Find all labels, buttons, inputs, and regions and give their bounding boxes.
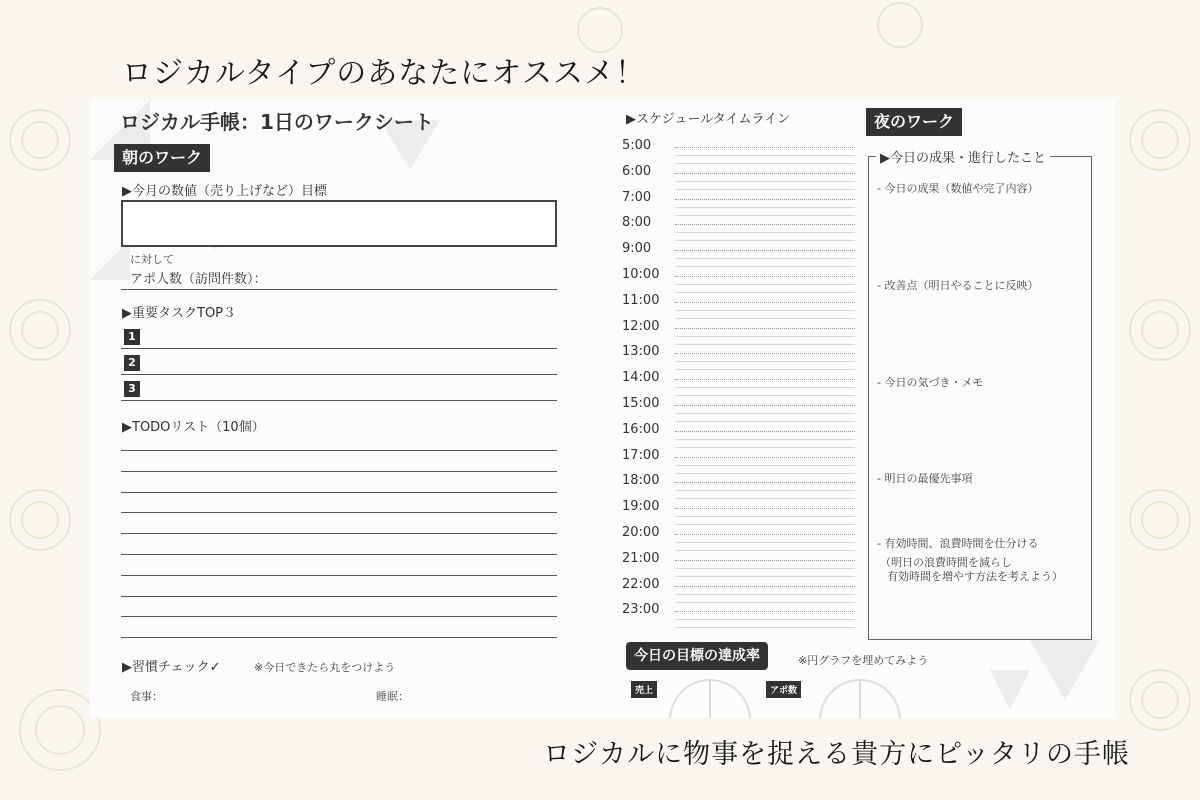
schedule-label: ▶スケジュールタイムライン [626, 112, 791, 127]
meal-label: 食事： [130, 690, 163, 703]
appointments-label: アポ人数（訪問件数）： [130, 272, 267, 287]
time-label: 21:00 [622, 550, 660, 566]
time-slot-line[interactable] [675, 457, 855, 458]
time-slot-line[interactable] [675, 405, 855, 406]
todo-line[interactable] [121, 596, 557, 597]
time-slot-line[interactable] [675, 173, 855, 174]
time-subslot-line[interactable] [675, 344, 855, 345]
night-item: - 改善点（明日やることに反映） [877, 279, 1039, 292]
chip-appo: アポ数 [766, 681, 801, 698]
time-label: 5:00 [622, 138, 652, 153]
top3-line[interactable] [121, 348, 557, 349]
time-subslot-line[interactable] [675, 292, 855, 293]
chip-sales: 売上 [631, 681, 657, 698]
time-subslot-line[interactable] [675, 189, 855, 190]
time-subslot-line[interactable] [675, 576, 855, 577]
time-subslot-line[interactable] [675, 413, 855, 414]
time-slot-line[interactable] [675, 147, 855, 148]
time-slot-line[interactable] [675, 379, 855, 380]
time-subslot-line[interactable] [675, 163, 855, 164]
time-subslot-line[interactable] [675, 550, 855, 551]
time-subslot-line[interactable] [675, 310, 855, 311]
achievement-heading: 今日の目標の達成率 [626, 642, 768, 670]
time-subslot-line[interactable] [675, 155, 855, 156]
time-label: 12:00 [622, 318, 660, 334]
night-box-label: ▶今日の成果・進行したこと [876, 147, 1050, 166]
top3-label: ▶重要タスクTOP３ [122, 306, 237, 321]
time-label: 19:00 [622, 499, 660, 515]
time-subslot-line[interactable] [675, 465, 855, 466]
time-subslot-line[interactable] [675, 602, 855, 603]
time-slot-line[interactable] [675, 276, 855, 277]
habit-note: ※今日できたら丸をつけよう [254, 661, 396, 674]
time-subslot-line[interactable] [675, 439, 855, 440]
goal-input-box[interactable] [121, 200, 557, 247]
time-subslot-line[interactable] [675, 619, 855, 620]
time-label: 20:00 [622, 525, 660, 540]
time-subslot-line[interactable] [675, 447, 855, 448]
time-slot-line[interactable] [675, 611, 855, 612]
time-subslot-line[interactable] [675, 369, 855, 370]
night-item: - 今日の気づき・メモ [877, 376, 984, 389]
time-subslot-line[interactable] [675, 181, 855, 182]
time-slot-line[interactable] [675, 328, 855, 329]
appointments-line[interactable] [121, 289, 557, 290]
night-item: - 明日の最優先事項 [877, 472, 973, 485]
time-subslot-line[interactable] [675, 318, 855, 319]
time-slot-line[interactable] [675, 302, 855, 303]
time-subslot-line[interactable] [675, 207, 855, 208]
time-subslot-line[interactable] [675, 473, 855, 474]
time-slot-line[interactable] [675, 508, 855, 509]
time-slot-line[interactable] [675, 482, 855, 483]
time-label: 18:00 [622, 473, 660, 489]
time-slot-line[interactable] [675, 353, 855, 354]
worksheet [90, 100, 1115, 718]
time-subslot-line[interactable] [675, 266, 855, 267]
time-subslot-line[interactable] [675, 284, 855, 285]
todo-label: ▶TODOリスト（10個） [122, 420, 265, 435]
time-label: 8:00 [622, 215, 652, 231]
time-subslot-line[interactable] [675, 490, 855, 491]
time-label: 10:00 [622, 267, 660, 282]
time-label: 9:00 [622, 241, 652, 257]
time-subslot-line[interactable] [675, 516, 855, 517]
time-slot-line[interactable] [675, 250, 855, 251]
night-item: - 今日の成果（数値や完了内容） [877, 182, 1039, 195]
time-slot-line[interactable] [675, 199, 855, 200]
time-subslot-line[interactable] [675, 395, 855, 396]
time-subslot-line[interactable] [675, 524, 855, 525]
time-slot-line[interactable] [675, 586, 855, 587]
night-note: 有効時間を増やす方法を考えよう） [887, 570, 1063, 583]
time-subslot-line[interactable] [675, 568, 855, 569]
time-slot-line[interactable] [675, 534, 855, 535]
morning-heading: 朝のワーク [114, 144, 210, 172]
time-subslot-line[interactable] [675, 594, 855, 595]
goal-label: ▶今月の数値（売り上げなど）目標 [122, 184, 327, 199]
night-heading: 夜のワーク [866, 108, 962, 136]
time-slot-line[interactable] [675, 431, 855, 432]
time-subslot-line[interactable] [675, 361, 855, 362]
todo-line[interactable] [121, 533, 557, 534]
time-slot-line[interactable] [675, 560, 855, 561]
todo-line[interactable] [121, 554, 557, 555]
time-subslot-line[interactable] [675, 232, 855, 233]
time-label: 16:00 [622, 421, 660, 437]
time-label: 14:00 [622, 370, 660, 386]
against-label: に対して [130, 253, 174, 266]
time-subslot-line[interactable] [675, 542, 855, 543]
time-subslot-line[interactable] [675, 498, 855, 499]
time-label: 7:00 [622, 189, 652, 205]
time-subslot-line[interactable] [675, 421, 855, 422]
todo-line[interactable] [121, 637, 557, 638]
time-label: 6:00 [622, 163, 652, 179]
top3-line[interactable] [121, 374, 557, 375]
sleep-label: 睡眠： [376, 690, 409, 703]
time-subslot-line[interactable] [675, 215, 855, 216]
tagline: ロジカルに物事を捉える貴方にピッタリの手帳 [543, 739, 1130, 770]
top3-number: 1 [124, 329, 140, 345]
todo-line[interactable] [121, 492, 557, 493]
night-note: （明日の浪費時間を減らし [880, 556, 1012, 569]
top3-line[interactable] [121, 400, 557, 401]
todo-line[interactable] [121, 471, 557, 472]
sheet-title: ロジカル手帳：1日のワークシート [120, 110, 434, 134]
todo-line[interactable] [121, 616, 557, 617]
time-subslot-line[interactable] [675, 387, 855, 388]
time-subslot-line[interactable] [675, 258, 855, 259]
night-item: - 有効時間、浪費時間を仕分ける [877, 537, 1039, 550]
time-label: 13:00 [622, 344, 660, 360]
headline: ロジカルタイプのあなたにオススメ！ [122, 56, 646, 91]
habit-label: ▶習慣チェック✓ [122, 660, 221, 675]
time-subslot-line[interactable] [675, 240, 855, 241]
time-label: 17:00 [622, 447, 660, 463]
top3-number: 2 [124, 355, 140, 371]
time-label: 11:00 [622, 292, 660, 308]
time-label: 22:00 [622, 576, 660, 592]
todo-line[interactable] [121, 450, 557, 451]
time-subslot-line[interactable] [675, 627, 855, 628]
achievement-note: ※円グラフを埋めてみよう [798, 654, 929, 667]
time-label: 15:00 [622, 396, 660, 411]
time-label: 23:00 [622, 602, 660, 618]
time-slot-line[interactable] [675, 224, 855, 225]
top3-number: 3 [124, 381, 140, 397]
todo-line[interactable] [121, 575, 557, 576]
todo-line[interactable] [121, 512, 557, 513]
time-subslot-line[interactable] [675, 336, 855, 337]
